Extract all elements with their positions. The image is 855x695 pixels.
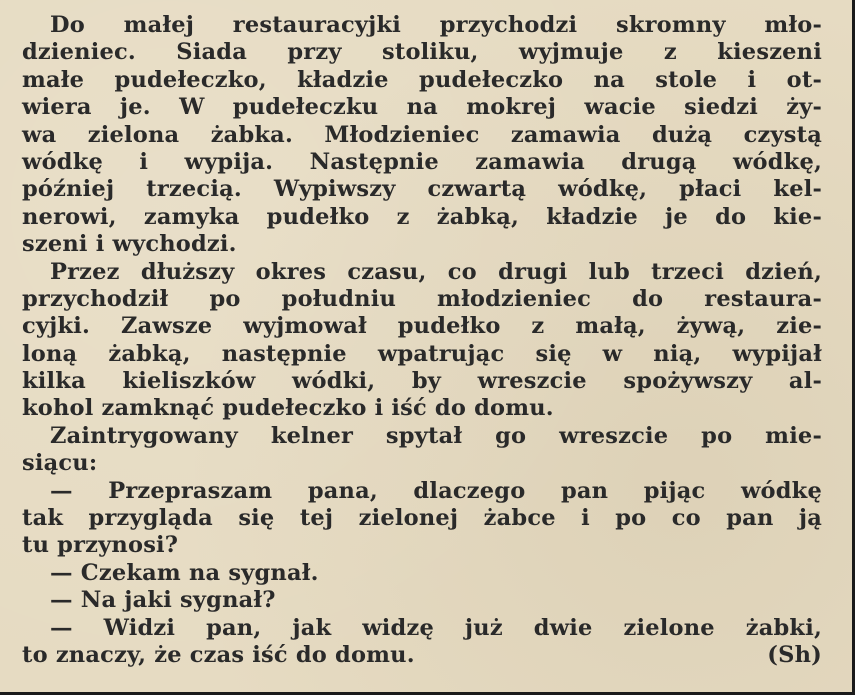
final-line <box>22 642 822 669</box>
dialogue-1-line-2: tak przygląda się tej zielonej żabce i po co pan ją <box>22 505 822 532</box>
paragraph-3-line-2: siącu: <box>22 450 98 477</box>
paragraph-1-line-7: później trzecią. Wypiwszy czwartą wódkę, płaci kel- <box>22 176 822 203</box>
final-line-text: to znaczy, że czas iść do domu. <box>22 641 415 668</box>
dialogue-4-line-1: — Widzi pan, jak widzę już dwie zielone żabki, <box>50 614 822 641</box>
paragraph-2-line-5: kilka kieliszków wódki, by wreszcie spożywszy al- <box>22 368 822 395</box>
paragraph-1-line-9: szeni i wychodzi. <box>22 231 237 258</box>
dialogue-1-line-1: — Przepraszam pana, dlaczego pan pijąc wódkę <box>50 477 822 504</box>
dialogue-1-line-3: tu przynosi? <box>22 532 179 559</box>
paragraph-1-line-4: wiera je. W pudełeczku na mokrej wacie siedzi ży- <box>22 94 822 121</box>
paragraph-1-line-3: małe pudełeczko, kładzie pudełeczko na stole i ot- <box>22 66 822 93</box>
paragraph-1-line-2: dzieniec. Siada przy stoliku, wyjmuje z kieszeni <box>22 39 822 66</box>
dialogue-3-line-1: — Na jaki sygnał? <box>50 587 276 614</box>
paragraph-1-line-5: wa zielona żabka. Młodzieniec zamawia dużą czystą <box>22 121 822 148</box>
paragraph-2-line-3: cyjki. Zawsze wyjmował pudełko z małą, żywą, zie- <box>22 313 822 340</box>
paragraph-2-line-2: przychodził po południu młodzieniec do restaura- <box>22 285 822 312</box>
paragraph-3-line-1: Zaintrygowany kelner spytał go wreszcie po mie- <box>50 422 822 449</box>
article-text <box>22 12 822 669</box>
paragraph-2-line-4: loną żabką, następnie wpatrując się w nią, wypijał <box>22 340 822 367</box>
dialogue-2-line-1: — Czekam na sygnał. <box>50 559 319 586</box>
paragraph-1-line-1: Do małej restauracyjki przychodzi skromny mło- <box>50 12 822 38</box>
paragraph-1-line-6: wódkę i wypija. Następnie zamawia drugą wódkę, <box>22 148 822 175</box>
paragraph-2-line-6: kohol zamknąć pudełeczko i iść do domu. <box>22 395 554 422</box>
author-signature: (Sh) <box>767 641 822 668</box>
paragraph-2-line-1: Przez dłuższy okres czasu, co drugi lub trzeci dzień, <box>50 258 822 285</box>
paragraph-1-line-8: nerowi, zamyka pudełko z żabką, kładzie je do kie- <box>22 203 822 230</box>
